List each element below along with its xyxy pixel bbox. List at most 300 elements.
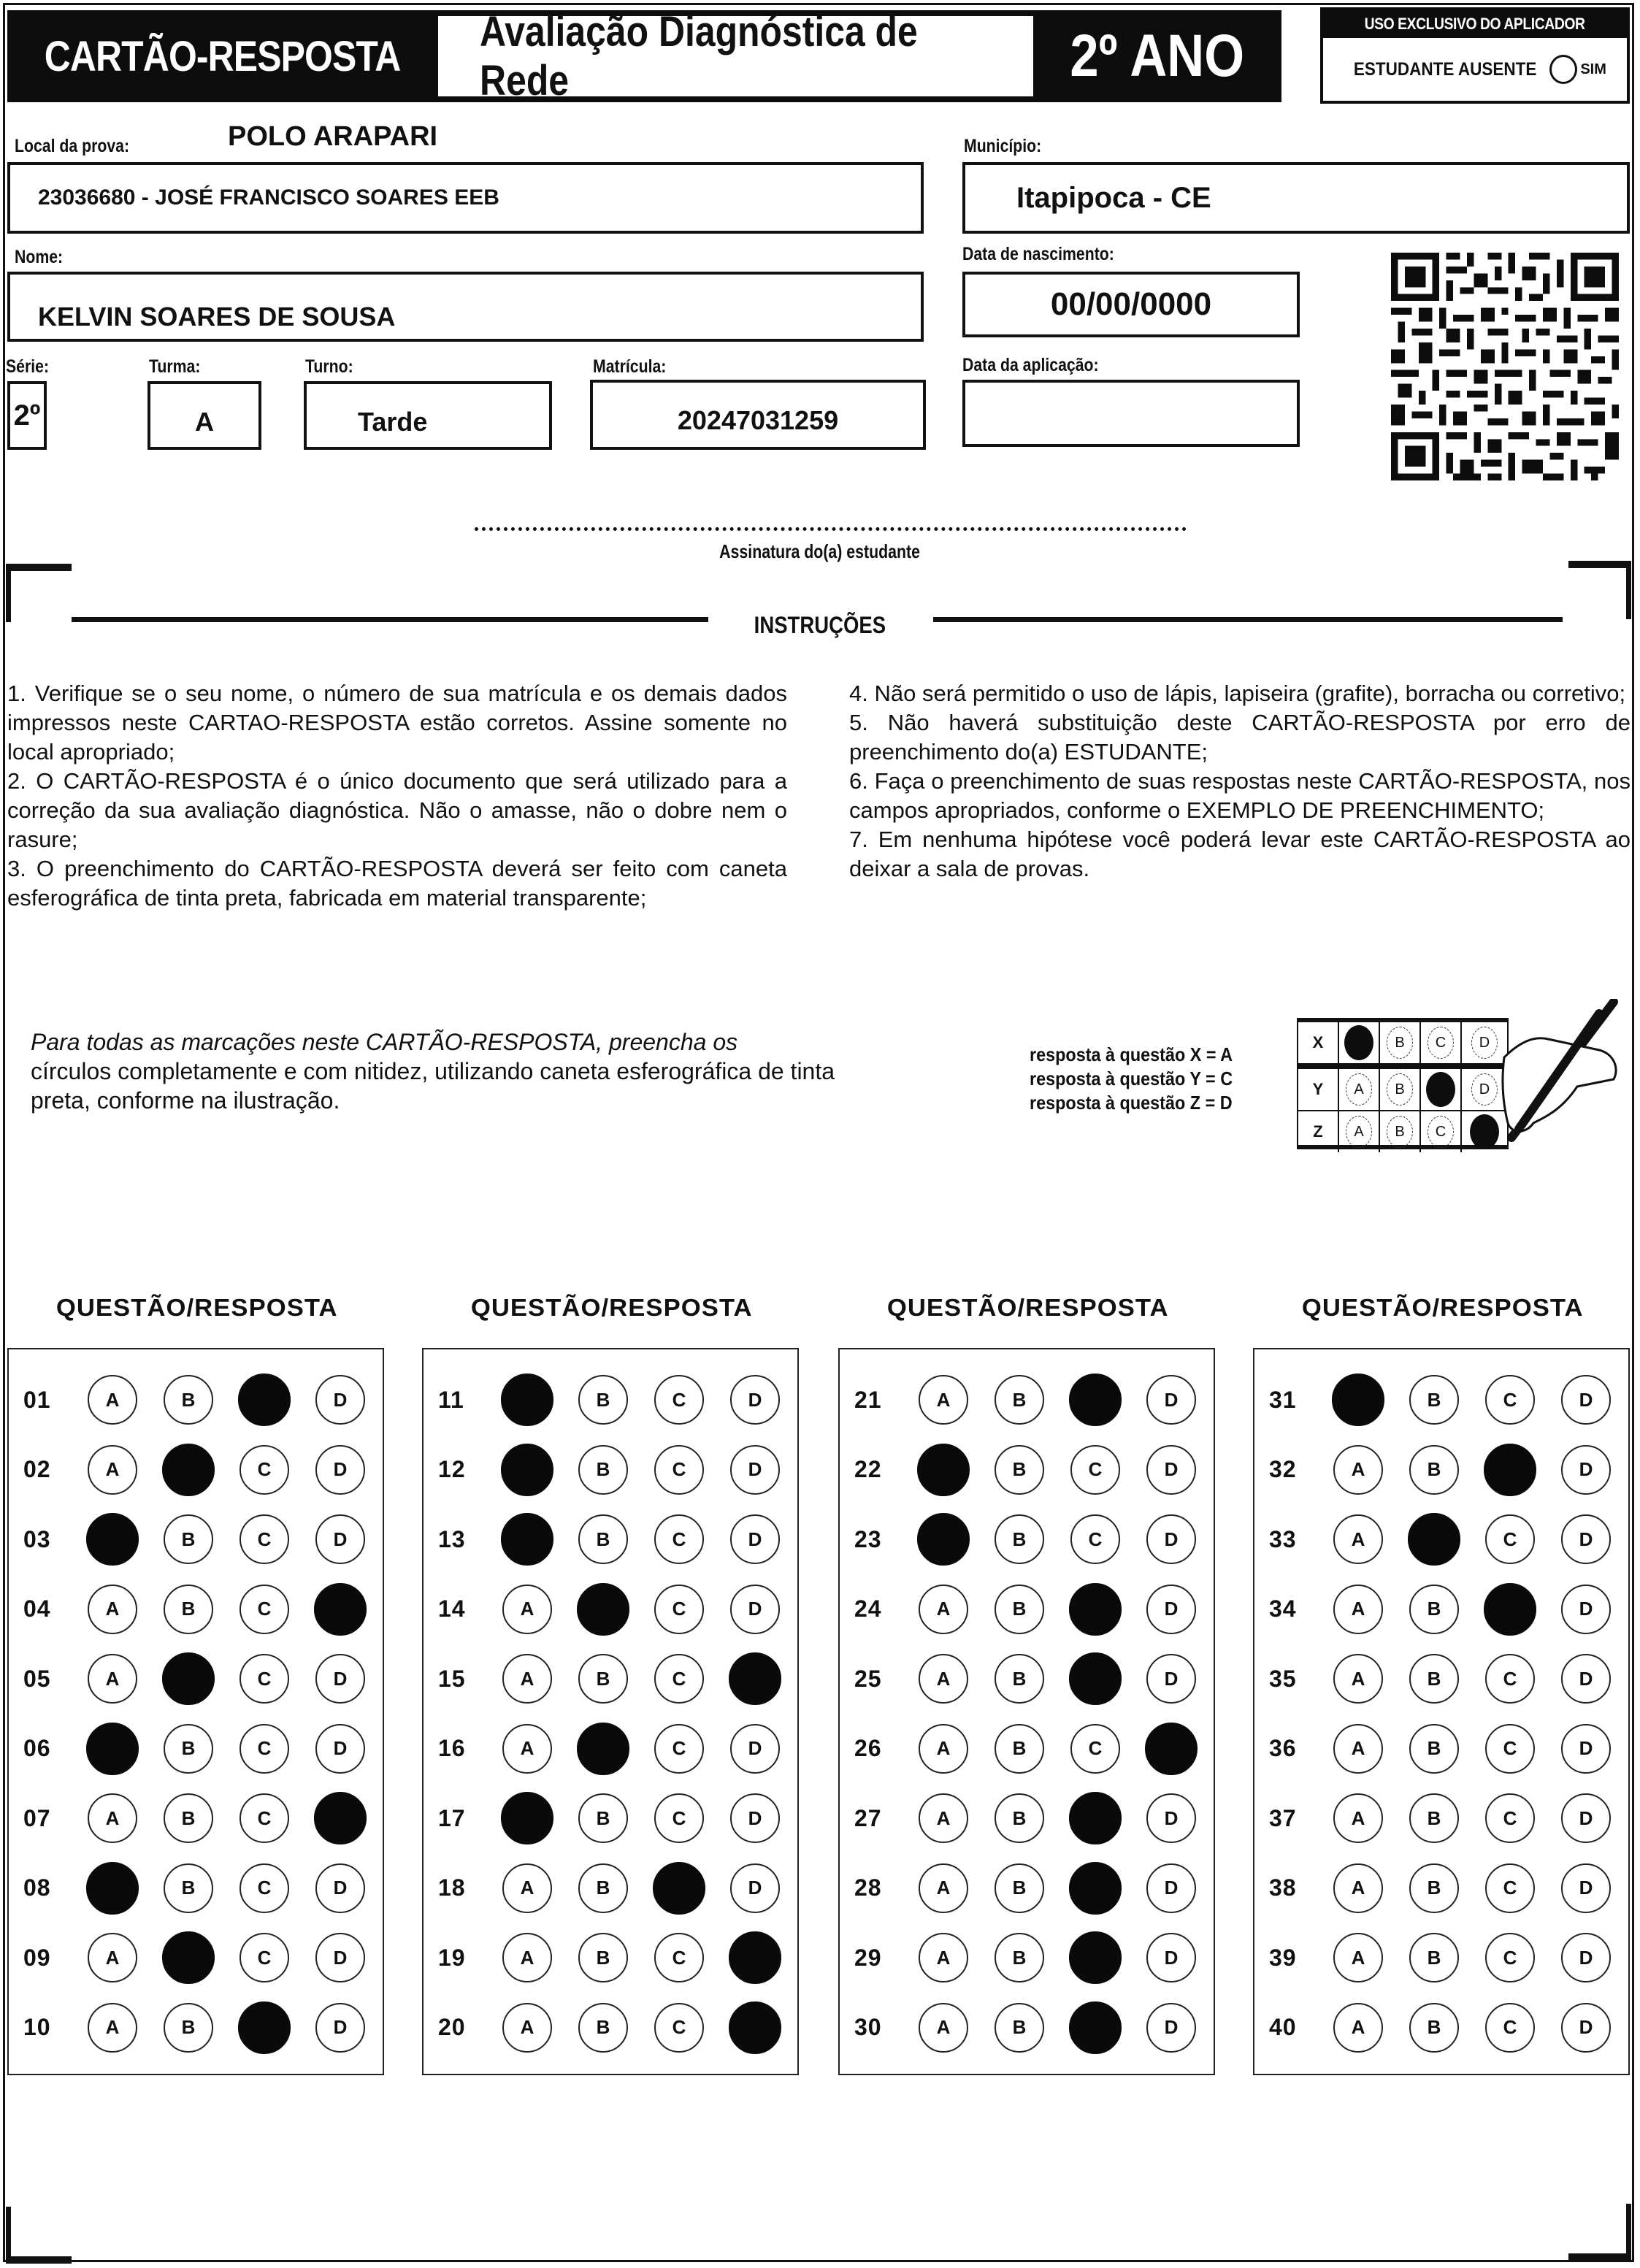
answer-bubble-d[interactable]: D bbox=[1561, 1375, 1611, 1425]
answer-bubble-c[interactable]: C bbox=[1485, 1375, 1535, 1425]
answer-bubble-d-filled[interactable] bbox=[314, 1792, 367, 1844]
answer-bubble-b[interactable]: B bbox=[578, 1445, 628, 1495]
answer-bubble-b[interactable]: B bbox=[164, 1514, 213, 1564]
answer-bubble-d[interactable]: D bbox=[1146, 2003, 1196, 2053]
answer-bubble-b-filled[interactable] bbox=[162, 1443, 215, 1495]
answer-bubble-a[interactable]: A bbox=[919, 1793, 968, 1843]
question-row bbox=[1254, 1863, 1628, 1914]
answer-bubble-d[interactable]: D bbox=[1146, 1654, 1196, 1704]
answer-bubble-b[interactable]: B bbox=[1409, 1863, 1459, 1913]
question-number: 10 bbox=[23, 2014, 51, 2040]
answer-bubble-a[interactable]: A bbox=[919, 1585, 968, 1634]
answer-bubble-c-filled[interactable] bbox=[1484, 1582, 1536, 1635]
answer-bubble-a-filled[interactable] bbox=[1332, 1374, 1384, 1426]
example-legend bbox=[1030, 1043, 1255, 1115]
question-number: 14 bbox=[438, 1595, 466, 1622]
answer-bubble-d[interactable]: D bbox=[1146, 1514, 1196, 1564]
question-row bbox=[1254, 1653, 1628, 1704]
answer-bubble-c-filled[interactable] bbox=[1069, 1931, 1122, 1984]
nascimento-label: Data de nascimento: bbox=[962, 244, 1114, 264]
answer-column-4 bbox=[1253, 1348, 1630, 2075]
example-option-cell bbox=[1339, 1111, 1380, 1152]
answer-bubble-b-filled[interactable] bbox=[577, 1582, 629, 1635]
aplicacao-field[interactable] bbox=[962, 380, 1300, 447]
answer-bubble-a[interactable]: A bbox=[1333, 1514, 1383, 1564]
question-number: 23 bbox=[854, 1525, 882, 1552]
question-row bbox=[424, 1863, 797, 1914]
answer-bubble-c-filled[interactable] bbox=[1069, 1792, 1122, 1844]
answer-bubble-a[interactable]: A bbox=[502, 1933, 552, 1982]
instructions-left-column bbox=[7, 679, 787, 913]
answer-bubble-b[interactable]: B bbox=[1409, 2003, 1459, 2053]
nascimento-field: 00/00/0000 bbox=[962, 272, 1300, 337]
answer-bubble-b[interactable]: B bbox=[164, 1375, 213, 1425]
question-row bbox=[1254, 1444, 1628, 1495]
answer-bubble-c[interactable]: C bbox=[1070, 1514, 1120, 1564]
answer-bubble-d[interactable]: D bbox=[315, 2003, 365, 2053]
answer-bubble-c-filled[interactable] bbox=[1069, 2001, 1122, 2053]
nome-label: Nome: bbox=[15, 247, 64, 267]
question-number: 34 bbox=[1269, 1595, 1297, 1622]
answer-bubble-a[interactable]: A bbox=[88, 1445, 137, 1495]
question-number: 31 bbox=[1269, 1386, 1297, 1413]
answer-bubble-b[interactable]: B bbox=[995, 1933, 1044, 1982]
answer-bubble-d-filled[interactable] bbox=[729, 2001, 781, 2053]
answer-bubble-d[interactable]: D bbox=[1561, 1793, 1611, 1843]
answer-bubble-d-filled[interactable] bbox=[729, 1652, 781, 1705]
example-bubble-filled bbox=[1344, 1025, 1373, 1060]
answer-bubble-a[interactable]: A bbox=[88, 2003, 137, 2053]
answer-bubble-d[interactable]: D bbox=[730, 1863, 780, 1913]
example-option-cell bbox=[1339, 1069, 1380, 1110]
answer-bubble-a[interactable]: A bbox=[88, 1654, 137, 1704]
question-row bbox=[424, 1793, 797, 1844]
local-label: Local da prova: bbox=[15, 136, 130, 156]
answer-bubble-c[interactable]: C bbox=[654, 1654, 704, 1704]
example-option-cell bbox=[1421, 1069, 1462, 1110]
instruction-item: 5. Não haverá substituição deste CARTÃO-RESPOSTA por erro de preenchimento do(a) ESTUDANTE; bbox=[849, 710, 1631, 765]
applicator-box bbox=[1320, 7, 1630, 104]
question-row bbox=[1254, 1723, 1628, 1774]
answer-bubble-d[interactable]: D bbox=[315, 1724, 365, 1774]
example-text-rest: círculos completamente e com nitidez, utilizando caneta esferográfica de tinta preta, conforme na ilustração. bbox=[31, 1058, 835, 1114]
question-row bbox=[9, 1374, 383, 1425]
answer-bubble-b[interactable]: B bbox=[995, 1724, 1044, 1774]
answer-bubble-d[interactable]: D bbox=[1561, 1514, 1611, 1564]
answer-bubble-c[interactable]: C bbox=[240, 1514, 289, 1564]
answer-bubble-d[interactable]: D bbox=[315, 1375, 365, 1425]
answer-bubble-b[interactable]: B bbox=[164, 1585, 213, 1634]
answer-bubble-b[interactable]: B bbox=[995, 1445, 1044, 1495]
question-number: 19 bbox=[438, 1944, 466, 1971]
answer-bubble-b[interactable]: B bbox=[1409, 1445, 1459, 1495]
answer-bubble-c[interactable]: C bbox=[654, 1514, 704, 1564]
answer-bubble-b[interactable]: B bbox=[995, 1793, 1044, 1843]
turma-label: Turma: bbox=[149, 356, 201, 377]
question-number: 03 bbox=[23, 1525, 51, 1552]
answer-bubble-a-filled[interactable] bbox=[917, 1443, 970, 1495]
example-option-cell bbox=[1339, 1022, 1380, 1063]
question-number: 09 bbox=[23, 1944, 51, 1971]
answer-bubble-a-filled[interactable] bbox=[501, 1792, 553, 1844]
answer-bubble-b[interactable]: B bbox=[1409, 1793, 1459, 1843]
instruction-item: 7. Em nenhuma hipótese você poderá levar este CARTÃO-RESPOSTA ao deixar a sala de provas. bbox=[849, 827, 1631, 881]
answer-bubble-c[interactable]: C bbox=[654, 2003, 704, 2053]
school-field: 23036680 - JOSÉ FRANCISCO SOARES EEB bbox=[7, 162, 924, 234]
answer-bubble-a[interactable]: A bbox=[1333, 1933, 1383, 1982]
answer-bubble-d-filled[interactable] bbox=[1145, 1722, 1198, 1774]
question-number: 13 bbox=[438, 1525, 466, 1552]
answer-bubble-d[interactable]: D bbox=[1561, 2003, 1611, 2053]
question-number: 18 bbox=[438, 1874, 466, 1901]
answer-bubble-a[interactable]: A bbox=[88, 1585, 137, 1634]
example-option-cell bbox=[1421, 1022, 1462, 1063]
corner-mark-top-right bbox=[1568, 561, 1631, 568]
exam-title: Avaliação Diagnóstica de Rede bbox=[438, 10, 1033, 102]
answer-column-2 bbox=[422, 1348, 799, 2075]
example-option-cell bbox=[1380, 1069, 1421, 1110]
question-number: 37 bbox=[1269, 1804, 1297, 1831]
question-row bbox=[9, 1444, 383, 1495]
answer-bubble-b[interactable]: B bbox=[1409, 1654, 1459, 1704]
answer-bubble-d[interactable]: D bbox=[1146, 1793, 1196, 1843]
answer-bubble-c-filled[interactable] bbox=[238, 1374, 291, 1426]
question-number: 12 bbox=[438, 1456, 466, 1482]
answer-bubble-c[interactable]: C bbox=[1070, 1724, 1120, 1774]
municipio-label: Município: bbox=[964, 136, 1042, 156]
question-row bbox=[1254, 1374, 1628, 1425]
answer-bubble-b[interactable]: B bbox=[164, 1793, 213, 1843]
answer-bubble-c[interactable]: C bbox=[240, 1724, 289, 1774]
question-number: 40 bbox=[1269, 2014, 1297, 2040]
answer-bubble-a[interactable]: A bbox=[88, 1933, 137, 1982]
example-text-italic: Para todas as marcações neste CARTÃO-RESPOSTA, preencha os bbox=[31, 1029, 738, 1055]
answer-bubble-b[interactable]: B bbox=[995, 1375, 1044, 1425]
answer-column-3 bbox=[838, 1348, 1215, 2075]
answer-bubble-b-filled[interactable] bbox=[162, 1652, 215, 1705]
answer-bubble-d[interactable]: D bbox=[1561, 1933, 1611, 1982]
answer-bubble-b[interactable]: B bbox=[995, 1654, 1044, 1704]
instruction-item: 3. O preenchimento do CARTÃO-RESPOSTA deverá ser feito com caneta esferográfica de tinta preta, fabricada em material transparente; bbox=[7, 856, 787, 911]
serie-field: 2º bbox=[7, 381, 47, 450]
example-row bbox=[1298, 1069, 1507, 1111]
question-number: 30 bbox=[854, 2014, 882, 2040]
example-option-cell bbox=[1380, 1111, 1421, 1152]
answer-bubble-d[interactable]: D bbox=[1561, 1445, 1611, 1495]
question-number: 04 bbox=[23, 1595, 51, 1622]
answer-bubble-b[interactable]: B bbox=[578, 1793, 628, 1843]
answer-bubble-c[interactable]: C bbox=[1070, 1445, 1120, 1495]
answer-bubble-c[interactable]: C bbox=[654, 1933, 704, 1982]
answer-bubble-b[interactable]: B bbox=[578, 1863, 628, 1913]
question-row bbox=[1254, 1793, 1628, 1844]
question-number: 26 bbox=[854, 1735, 882, 1761]
question-number: 24 bbox=[854, 1595, 882, 1622]
question-row bbox=[840, 1723, 1214, 1774]
answer-bubble-a-filled[interactable] bbox=[501, 1513, 553, 1566]
question-row bbox=[1254, 1932, 1628, 1983]
answer-column-1 bbox=[7, 1348, 384, 2075]
question-number: 07 bbox=[23, 1804, 51, 1831]
answer-bubble-b[interactable]: B bbox=[164, 1863, 213, 1913]
answer-bubble-b[interactable]: B bbox=[995, 1514, 1044, 1564]
signature-line[interactable] bbox=[475, 527, 1187, 531]
answer-bubble-a[interactable]: A bbox=[1333, 1724, 1383, 1774]
answer-bubble-b[interactable]: B bbox=[578, 2003, 628, 2053]
answer-bubble-c[interactable]: C bbox=[240, 1863, 289, 1913]
answer-bubble-b[interactable]: B bbox=[578, 1375, 628, 1425]
question-number: 27 bbox=[854, 1804, 882, 1831]
question-row bbox=[9, 1793, 383, 1844]
answer-bubble-a[interactable]: A bbox=[88, 1375, 137, 1425]
answer-bubble-a[interactable]: A bbox=[919, 1654, 968, 1704]
question-row bbox=[840, 1793, 1214, 1844]
answer-bubble-b[interactable]: B bbox=[578, 1654, 628, 1704]
answer-bubble-c[interactable]: C bbox=[240, 1585, 289, 1634]
answer-column-header: QUESTÃO/RESPOSTA bbox=[56, 1294, 338, 1321]
example-row bbox=[1298, 1022, 1507, 1069]
answer-bubble-c[interactable]: C bbox=[240, 1933, 289, 1982]
answer-bubble-a[interactable]: A bbox=[1333, 1445, 1383, 1495]
answer-bubble-d[interactable]: D bbox=[1146, 1863, 1196, 1913]
answer-bubble-a[interactable]: A bbox=[919, 1724, 968, 1774]
answer-bubble-c-filled[interactable] bbox=[1484, 1443, 1536, 1495]
question-row bbox=[9, 1584, 383, 1635]
answer-bubble-a-filled[interactable] bbox=[917, 1513, 970, 1566]
question-row bbox=[1254, 1584, 1628, 1635]
answer-bubble-c[interactable]: C bbox=[654, 1585, 704, 1634]
answer-bubble-a[interactable]: A bbox=[1333, 1585, 1383, 1634]
answer-bubble-b[interactable]: B bbox=[578, 1933, 628, 1982]
question-number: 11 bbox=[438, 1386, 464, 1413]
hand-pen-icon bbox=[1490, 999, 1621, 1152]
question-row bbox=[424, 1444, 797, 1495]
answer-bubble-c[interactable]: C bbox=[1485, 1654, 1535, 1704]
answer-bubble-d[interactable]: D bbox=[730, 1793, 780, 1843]
legend-item: resposta à questão Y = C bbox=[1030, 1068, 1233, 1089]
answer-bubble-a[interactable]: A bbox=[502, 1724, 552, 1774]
corner-mark-top-right-v bbox=[1626, 561, 1631, 619]
question-number: 29 bbox=[854, 1944, 882, 1971]
instruction-item: 2. O CARTÃO-RESPOSTA é o único documento que será utilizado para a correção da sua avaliação diagnóstica. Não o amasse, não o dobre nem o rasure; bbox=[7, 768, 787, 852]
answer-bubble-c-filled[interactable] bbox=[1069, 1861, 1122, 1914]
instructions-right-column bbox=[849, 679, 1631, 884]
example-question-label: Z bbox=[1298, 1111, 1339, 1152]
instruction-item: 1. Verifique se o seu nome, o número de sua matrícula e os demais dados impressos neste CARTAO-RESPOSTA estão corretos. Assine somente no local apropriado; bbox=[7, 681, 787, 765]
question-row bbox=[840, 1444, 1214, 1495]
instruction-item: 4. Não será permitido o uso de lápis, lapiseira (grafite), borracha ou corretivo; bbox=[849, 681, 1626, 706]
question-row bbox=[9, 1932, 383, 1983]
answer-bubble-c[interactable]: C bbox=[654, 1793, 704, 1843]
answer-bubble-c-filled[interactable] bbox=[1069, 1652, 1122, 1705]
question-row bbox=[424, 1653, 797, 1704]
answer-bubble-b-filled[interactable] bbox=[577, 1722, 629, 1774]
answer-bubble-a[interactable]: A bbox=[502, 1585, 552, 1634]
answer-bubble-d[interactable]: D bbox=[1146, 1933, 1196, 1982]
answer-bubble-b[interactable]: B bbox=[1409, 1933, 1459, 1982]
signature-caption: Assinatura do(a) estudante bbox=[719, 540, 921, 562]
answer-bubble-b[interactable]: B bbox=[164, 1724, 213, 1774]
turno-field: Tarde bbox=[304, 381, 552, 450]
example-bubble: A bbox=[1346, 1116, 1372, 1148]
legend-item: resposta à questão Z = D bbox=[1030, 1092, 1233, 1114]
answer-bubble-b-filled[interactable] bbox=[162, 1931, 215, 1984]
absent-checkbox[interactable] bbox=[1549, 55, 1577, 84]
answer-bubble-c[interactable]: C bbox=[654, 1375, 704, 1425]
answer-bubble-a[interactable]: A bbox=[919, 1863, 968, 1913]
question-row bbox=[9, 2002, 383, 2053]
example-bubble: D bbox=[1471, 1073, 1498, 1106]
answer-bubble-d[interactable]: D bbox=[730, 1724, 780, 1774]
answer-bubble-c[interactable]: C bbox=[240, 1445, 289, 1495]
qr-code-icon bbox=[1391, 251, 1619, 482]
answer-bubble-c[interactable]: C bbox=[1485, 1514, 1535, 1564]
answer-bubble-d[interactable]: D bbox=[730, 1585, 780, 1634]
example-bubble-filled bbox=[1426, 1072, 1455, 1107]
question-row bbox=[840, 1584, 1214, 1635]
answer-bubble-c[interactable]: C bbox=[1485, 2003, 1535, 2053]
answer-bubble-b-filled[interactable] bbox=[1408, 1513, 1460, 1566]
legend-item: resposta à questão X = A bbox=[1030, 1043, 1233, 1065]
example-row bbox=[1298, 1111, 1507, 1152]
question-row bbox=[9, 1863, 383, 1914]
answer-bubble-b[interactable]: B bbox=[1409, 1585, 1459, 1634]
question-row bbox=[424, 1723, 797, 1774]
answer-bubble-d[interactable]: D bbox=[1146, 1585, 1196, 1634]
matricula-field: 20247031259 bbox=[590, 380, 926, 450]
answer-bubble-b[interactable]: B bbox=[164, 2003, 213, 2053]
nome-field: KELVIN SOARES DE SOUSA bbox=[7, 272, 924, 342]
example-question-label: X bbox=[1298, 1022, 1339, 1063]
answer-bubble-b[interactable]: B bbox=[995, 1863, 1044, 1913]
answer-bubble-c[interactable]: C bbox=[1485, 1933, 1535, 1982]
answer-bubble-d[interactable]: D bbox=[730, 1514, 780, 1564]
answer-bubble-a-filled[interactable] bbox=[501, 1374, 553, 1426]
example-bubble: C bbox=[1428, 1116, 1454, 1148]
question-number: 22 bbox=[854, 1456, 882, 1482]
corner-mark-top-left bbox=[6, 564, 72, 571]
answer-bubble-c[interactable]: C bbox=[654, 1445, 704, 1495]
example-bubble: D bbox=[1471, 1027, 1498, 1059]
answer-bubble-c[interactable]: C bbox=[240, 1654, 289, 1704]
answer-bubble-d[interactable]: D bbox=[315, 1445, 365, 1495]
answer-bubble-d[interactable]: D bbox=[315, 1933, 365, 1982]
answer-bubble-c-filled[interactable] bbox=[653, 1861, 705, 1914]
answer-bubble-a[interactable]: A bbox=[502, 2003, 552, 2053]
answer-bubble-c[interactable]: C bbox=[1485, 1863, 1535, 1913]
answer-bubble-d[interactable]: D bbox=[315, 1654, 365, 1704]
answer-bubble-a-filled[interactable] bbox=[86, 1722, 139, 1774]
answer-bubble-c-filled[interactable] bbox=[1069, 1374, 1122, 1426]
question-row bbox=[1254, 2002, 1628, 2053]
answer-bubble-d[interactable]: D bbox=[730, 1375, 780, 1425]
answer-bubble-b[interactable]: B bbox=[578, 1514, 628, 1564]
answer-bubble-c-filled[interactable] bbox=[238, 2001, 291, 2053]
answer-bubble-a-filled[interactable] bbox=[86, 1513, 139, 1566]
question-number: 28 bbox=[854, 1874, 882, 1901]
question-number: 35 bbox=[1269, 1665, 1297, 1692]
answer-bubble-d[interactable]: D bbox=[1146, 1445, 1196, 1495]
answer-bubble-b[interactable]: B bbox=[1409, 1375, 1459, 1425]
instructions-title: INSTRUÇÕES bbox=[754, 612, 886, 638]
answer-bubble-d[interactable]: D bbox=[315, 1863, 365, 1913]
question-row bbox=[840, 1374, 1214, 1425]
answer-bubble-d[interactable]: D bbox=[1561, 1585, 1611, 1634]
answer-bubble-d[interactable]: D bbox=[315, 1514, 365, 1564]
question-number: 25 bbox=[854, 1665, 882, 1692]
corner-mark-bottom-left bbox=[6, 2256, 72, 2264]
corner-mark-bottom-right bbox=[1568, 2253, 1631, 2261]
example-bubble: B bbox=[1387, 1027, 1413, 1059]
question-number: 06 bbox=[23, 1735, 51, 1761]
answer-bubble-c[interactable]: C bbox=[1485, 1724, 1535, 1774]
answer-bubble-b[interactable]: B bbox=[1409, 1724, 1459, 1774]
answer-bubble-b[interactable]: B bbox=[995, 1585, 1044, 1634]
question-number: 16 bbox=[438, 1735, 466, 1761]
answer-bubble-a[interactable]: A bbox=[1333, 2003, 1383, 2053]
example-bubble: B bbox=[1387, 1073, 1413, 1106]
answer-bubble-c[interactable]: C bbox=[240, 1793, 289, 1843]
question-row bbox=[840, 1863, 1214, 1914]
answer-bubble-a[interactable]: A bbox=[502, 1654, 552, 1704]
answer-bubble-c-filled[interactable] bbox=[1069, 1582, 1122, 1635]
question-number: 17 bbox=[438, 1804, 466, 1831]
answer-bubble-d-filled[interactable] bbox=[314, 1582, 367, 1635]
answer-bubble-a[interactable]: A bbox=[919, 1933, 968, 1982]
answer-bubble-a-filled[interactable] bbox=[501, 1443, 553, 1495]
answer-bubble-d[interactable]: D bbox=[1561, 1863, 1611, 1913]
question-row bbox=[424, 1514, 797, 1565]
corner-mark-bottom-right-v bbox=[1626, 2204, 1631, 2256]
matricula-label: Matrícula: bbox=[593, 356, 667, 377]
answer-bubble-b[interactable]: B bbox=[995, 2003, 1044, 2053]
question-row bbox=[9, 1653, 383, 1704]
question-row bbox=[9, 1723, 383, 1774]
answer-column-header: QUESTÃO/RESPOSTA bbox=[471, 1294, 753, 1321]
question-number: 32 bbox=[1269, 1456, 1297, 1482]
grade-badge: 2º ANO bbox=[1033, 10, 1281, 102]
answer-bubble-a[interactable]: A bbox=[1333, 1863, 1383, 1913]
answer-bubble-a[interactable]: A bbox=[502, 1863, 552, 1913]
answer-bubble-d-filled[interactable] bbox=[729, 1931, 781, 1984]
question-row bbox=[9, 1514, 383, 1565]
question-number: 15 bbox=[438, 1665, 466, 1692]
answer-bubble-d[interactable]: D bbox=[1561, 1724, 1611, 1774]
question-row bbox=[424, 2002, 797, 2053]
answer-bubble-a[interactable]: A bbox=[919, 1375, 968, 1425]
answer-bubble-a[interactable]: A bbox=[1333, 1793, 1383, 1843]
answer-bubble-a-filled[interactable] bbox=[86, 1861, 139, 1914]
card-title: CARTÃO-RESPOSTA bbox=[7, 10, 438, 102]
answer-bubble-a[interactable]: A bbox=[1333, 1654, 1383, 1704]
answer-bubble-d[interactable]: D bbox=[1146, 1375, 1196, 1425]
answer-bubble-d[interactable]: D bbox=[730, 1445, 780, 1495]
question-number: 36 bbox=[1269, 1735, 1297, 1761]
turma-field: A bbox=[147, 381, 261, 450]
answer-bubble-c[interactable]: C bbox=[654, 1724, 704, 1774]
question-number: 21 bbox=[854, 1386, 882, 1413]
example-question-label: Y bbox=[1298, 1069, 1339, 1110]
answer-bubble-a[interactable]: A bbox=[919, 2003, 968, 2053]
answer-bubble-a[interactable]: A bbox=[88, 1793, 137, 1843]
question-number: 05 bbox=[23, 1665, 51, 1692]
answer-bubble-c[interactable]: C bbox=[1485, 1793, 1535, 1843]
question-number: 01 bbox=[23, 1386, 51, 1413]
example-bubble: A bbox=[1346, 1073, 1372, 1106]
answer-bubble-d[interactable]: D bbox=[1561, 1654, 1611, 1704]
answer-column-header: QUESTÃO/RESPOSTA bbox=[887, 1294, 1169, 1321]
question-number: 20 bbox=[438, 2014, 466, 2040]
